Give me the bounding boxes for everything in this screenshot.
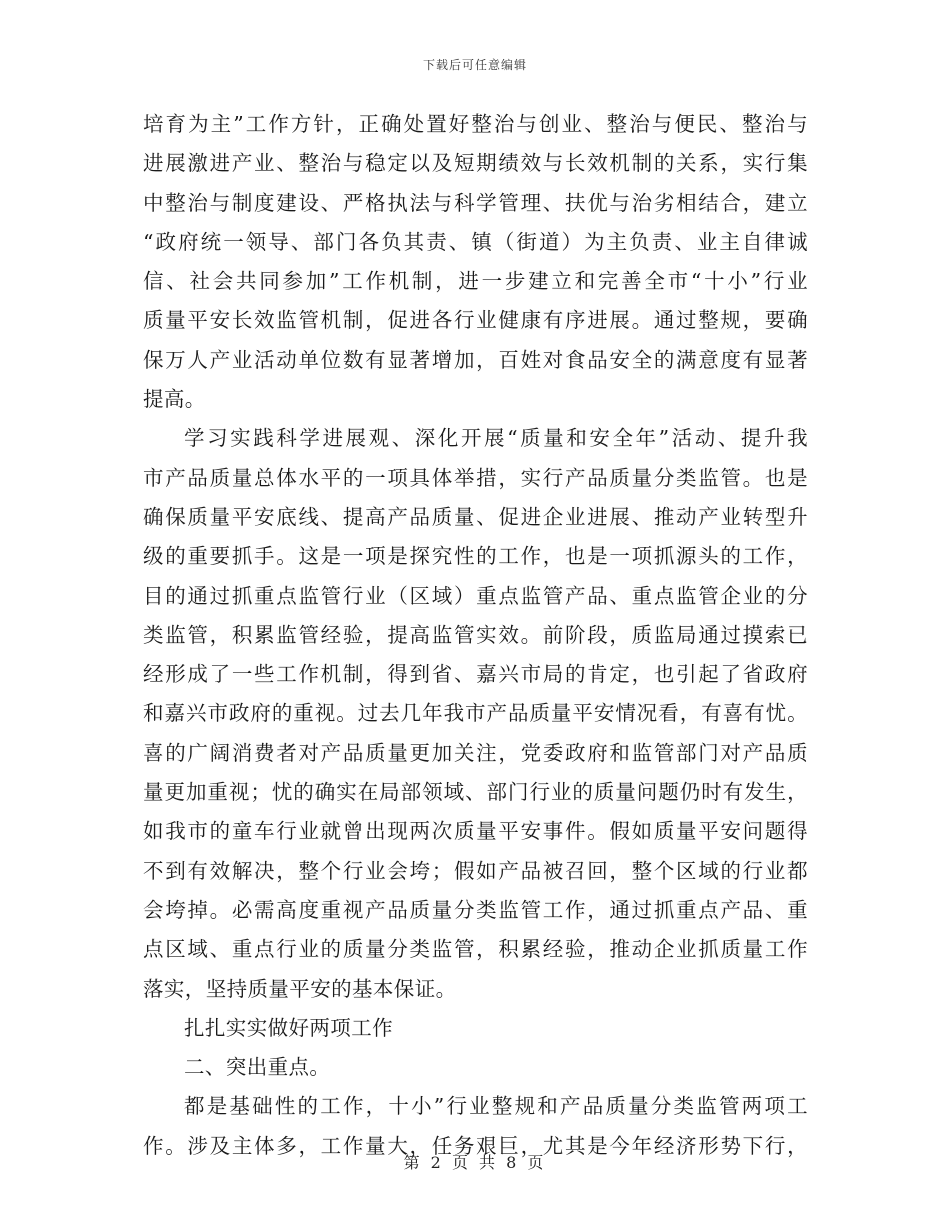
text-line: 进展激进产业、整治与稳定以及短期绩效与长效机制的关系，实行集 [143, 151, 808, 176]
text-line: 提高。 [143, 387, 206, 412]
text-line: 中整治与制度建设、严格执法与科学管理、扶优与治劣相结合，建立 [143, 190, 808, 215]
text-line: 目的通过抓重点监管行业（区域）重点监管产品、重点监管企业的分 [143, 583, 808, 608]
text-line: 量更加重视；忧的确实在局部领域、部门行业的质量问题仍时有发生， [143, 780, 808, 805]
text-line: 质量平安长效监管机制，促进各行业健康有序进展。通过整规，要确 [143, 308, 808, 333]
text-line: 扎扎实实做好两项工作 [184, 1015, 393, 1040]
text-line: 保万人产业活动单位数有显著增加，百姓对食品安全的满意度有显著 [143, 347, 808, 372]
text-line: 如我市的童车行业就曾出现两次质量平安事件。假如质量平安问题得 [143, 819, 808, 844]
text-line: 落实，坚持质量平安的基本保证。 [143, 976, 457, 1001]
text-line: 会垮掉。必需高度重视产品质量分类监管工作，通过抓重点产品、重 [143, 897, 808, 922]
text-line: 确保质量平安底线、提高产品质量、促进企业进展、推动产业转型升 [143, 504, 808, 529]
document-body [143, 105, 808, 1166]
text-line: 培育为主”工作方针，正确处置好整治与创业、整治与便民、整治与 [143, 112, 808, 136]
text-line: “政府统一领导、部门各负其责、镇（街道）为主负责、业主自律诚 [143, 229, 808, 254]
text-line: 市产品质量总体水平的一项具体举措，实行产品质量分类监管。也是 [143, 465, 808, 490]
paragraph-3 [143, 1009, 808, 1048]
text-line: 级的重要抓手。这是一项是探究性的工作，也是一项抓源头的工作， [143, 544, 808, 569]
text-line: 不到有效解决，整个行业会垮；假如产品被召回，整个区域的行业都 [143, 858, 808, 883]
text-line: 信、社会共同参加”工作机制，进一步建立和完善全市“十小”行业 [143, 269, 808, 294]
paragraph-4 [143, 1048, 808, 1087]
text-line: 点区域、重点行业的质量分类监管，积累经验，推动企业抓质量工作 [143, 937, 808, 962]
text-line: 学习实践科学进展观、深化开展“质量和安全年”活动、提升我 [184, 426, 808, 451]
text-line: 经形成了一些工作机制，得到省、嘉兴市局的肯定，也引起了省政府 [143, 662, 808, 687]
text-line: 喜的广阔消费者对产品质量更加关注，党委政府和监管部门对产品质 [143, 740, 808, 765]
page-header-note: 下载后可任意编辑 [422, 58, 527, 72]
page-number-footer: 第 2 页 共 8 页 [403, 1153, 547, 1172]
paragraph-1 [143, 105, 808, 419]
text-line: 和嘉兴市政府的重视。过去几年我市产品质量平安情况看，有喜有忧。 [143, 701, 808, 726]
text-line: 都是基础性的工作，十小”行业整规和产品质量分类监管两项工 [184, 1094, 808, 1119]
paragraph-2 [143, 419, 808, 1008]
section-heading: 二、突出重点。 [184, 1055, 331, 1080]
text-line: 类监管，积累监管经验，提高监管实效。前阶段，质监局通过摸索已 [143, 622, 808, 647]
text-line: 作。涉及主体多，工作量大，任务艰巨，尤其是今年经济形势下行， [143, 1133, 808, 1158]
